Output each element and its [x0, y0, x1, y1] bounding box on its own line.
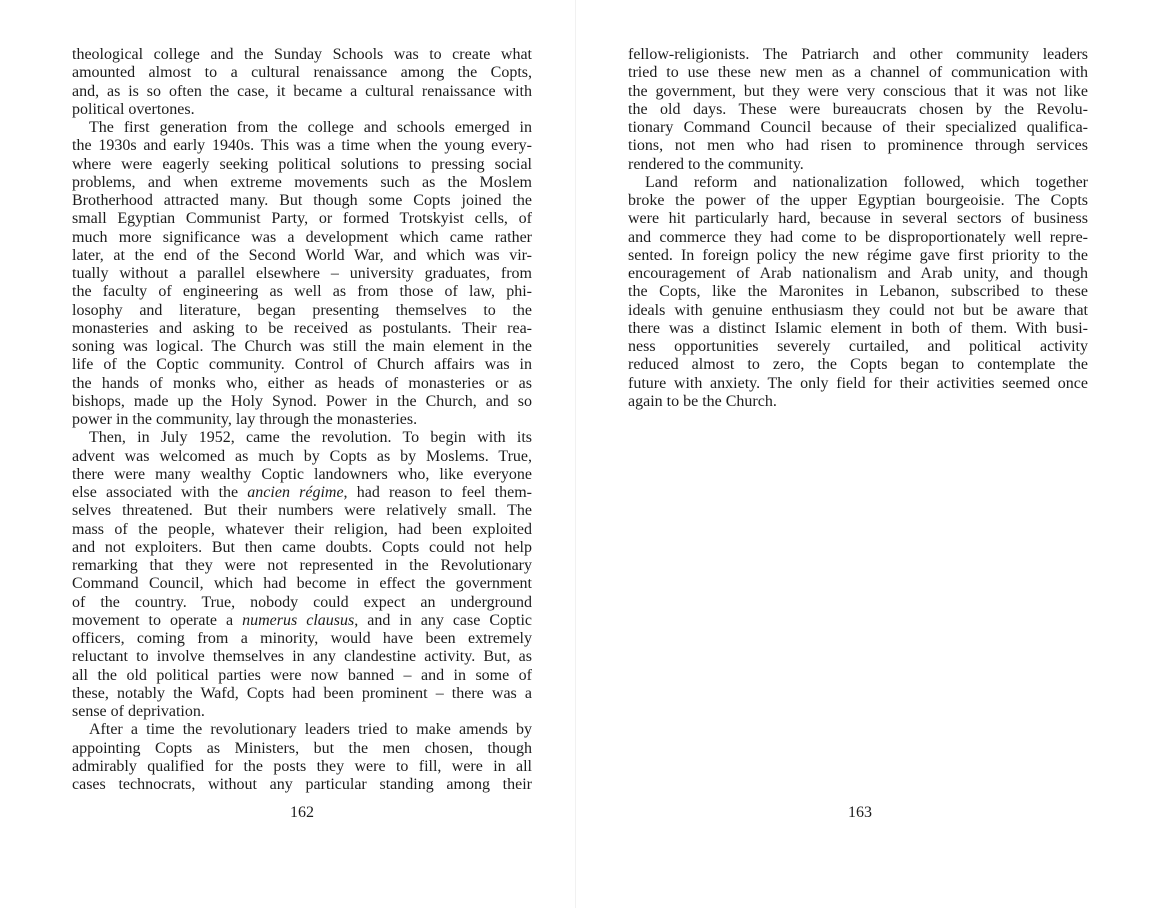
text-line: admirably qualified for the posts they were to fill, were in all: [72, 757, 532, 775]
text-line: reduced almost to zero, the Copts began to contemplate the: [628, 356, 1088, 374]
text-line: After a time the revolutionary leaders tried to make amends by: [89, 721, 532, 739]
text-line: tually without a parallel elsewhere – university graduates, from: [72, 265, 532, 282]
right-page: [575, 0, 1150, 908]
text-line: and not exploiters. But then came doubts. Copts could not help: [72, 538, 532, 556]
text-line: the Copts, like the Maronites in Lebanon, subscribed to these: [628, 283, 1088, 301]
text-line: ideals with genuine enthusiasm they could not but be aware that: [628, 301, 1088, 319]
text-line: advent was welcomed as much by Copts as by Moslems. True,: [72, 447, 532, 465]
text-line: and commerce they had come to be disproportionately well repre-: [628, 228, 1088, 246]
text-line: of the country. True, nobody could expect an underground: [72, 593, 532, 611]
text-line: encouragement of Arab nationalism and Arab unity, and though: [628, 265, 1088, 282]
text-line: theological college and the Sunday Schools was to create what: [72, 46, 532, 63]
text-line: problems, and when extreme movements such as the Moslem: [72, 173, 532, 191]
text-line: Command Council, which had become in effect the government: [72, 575, 532, 593]
text-line: future with anxiety. The only field for their activities seemed once: [628, 374, 1088, 392]
italic-phrase: numerus clausus: [242, 611, 355, 629]
text-line: tionary Command Council because of their specialized qualifica-: [628, 119, 1088, 136]
text-line: the faculty of engineering as well as from those of law, phi-: [72, 283, 532, 301]
text-line: the hands of monks who, either as heads of monasteries or as: [72, 374, 532, 392]
text-line: broke the power of the upper Egyptian bourgeoisie. The Copts: [628, 192, 1088, 209]
text-line: there were many wealthy Coptic landowners who, like everyone: [72, 465, 532, 483]
text-line: there was a distinct Islamic element in both of them. With busi-: [628, 319, 1088, 337]
text-line: remarking that they were not represented in the Revolutionary: [72, 557, 532, 574]
right-page-text: [628, 46, 1088, 411]
text-line: again to be the Church.: [628, 392, 777, 410]
text-line: fellow-religionists. The Patriarch and other community leaders: [628, 46, 1088, 63]
text-line: later, at the end of the Second World War, and which was vir-: [72, 246, 532, 264]
text-line: were hit particularly hard, because in several sectors of business: [628, 210, 1088, 228]
text-line: sense of deprivation.: [72, 703, 205, 720]
text-line: ness opportunities severely curtailed, and political activity: [628, 338, 1088, 355]
page-number: 163: [848, 804, 872, 821]
text-line: rendered to the community.: [628, 155, 804, 173]
text-line: life of the Coptic community. Control of Church affairs was in: [72, 356, 532, 374]
text-line: much more significance was a development which came rather: [72, 228, 532, 246]
text-line: these, notably the Wafd, Copts had been prominent – there was a: [72, 684, 532, 702]
text-line: the government, but they were very conscious that it was not like: [628, 82, 1088, 100]
text-line: tried to use these new men as a channel of communication with: [628, 64, 1088, 82]
text-line: bishops, made up the Holy Synod. Power in the Church, and so: [72, 392, 532, 410]
text-line: power in the community, lay through the monasteries.: [72, 411, 418, 428]
text-line: Land reform and nationalization followed, which together: [645, 173, 1088, 191]
text-line: monasteries and asking to be received as postulants. Their rea-: [72, 319, 532, 337]
text-line: amounted almost to a cultural renaissance among the Copts,: [72, 64, 532, 82]
page-number: 162: [290, 804, 314, 821]
text-line: the old days. These were bureaucrats chosen by the Revolu-: [628, 100, 1088, 118]
text-line: Then, in July 1952, came the revolution. To begin with its: [89, 429, 532, 447]
text-line: political overtones.: [72, 100, 195, 118]
left-page-text: [72, 46, 532, 794]
text-line: where were eagerly seeking political solutions to pressing social: [72, 155, 532, 173]
text-line: sented. In foreign policy the new régime gave first priority to the: [628, 246, 1088, 264]
text-line: and, as is so often the case, it became a cultural renaissance with: [72, 82, 532, 100]
text-line: The first generation from the college and schools emerged in: [89, 119, 532, 136]
text-line: losophy and literature, began presenting themselves to the: [72, 301, 532, 319]
text-line: small Egyptian Communist Party, or formed Trotskyist cells, of: [72, 210, 532, 228]
text-line: mass of the people, whatever their religion, had been exploited: [72, 520, 532, 538]
text-line: tions, not men who had risen to prominence through services: [628, 137, 1088, 155]
text-line: soning was logical. The Church was still the main element in the: [72, 338, 532, 355]
text-line: reluctant to involve themselves in any clandestine activity. But, as: [72, 648, 532, 666]
italic-phrase: ancien régime: [247, 484, 344, 501]
text-line: Brotherhood attracted many. But though some Copts joined the: [72, 192, 532, 209]
text-line: movement to operate a numerus clausus, and in any case Coptic: [72, 611, 533, 629]
text-line: cases technocrats, without any particular standing among their: [72, 776, 532, 793]
text-line: else associated with the ancien régime, had reason to feel them-: [72, 484, 532, 501]
text-line: selves threatened. But their numbers were relatively small. The: [72, 502, 532, 520]
text-line: officers, coming from a minority, would have been extremely: [72, 630, 532, 647]
text-line: appointing Copts as Ministers, but the men chosen, though: [72, 739, 532, 757]
text-line: the 1930s and early 1940s. This was a time when the young every-: [72, 137, 532, 155]
text-line: all the old political parties were now banned – and in some of: [72, 666, 532, 684]
